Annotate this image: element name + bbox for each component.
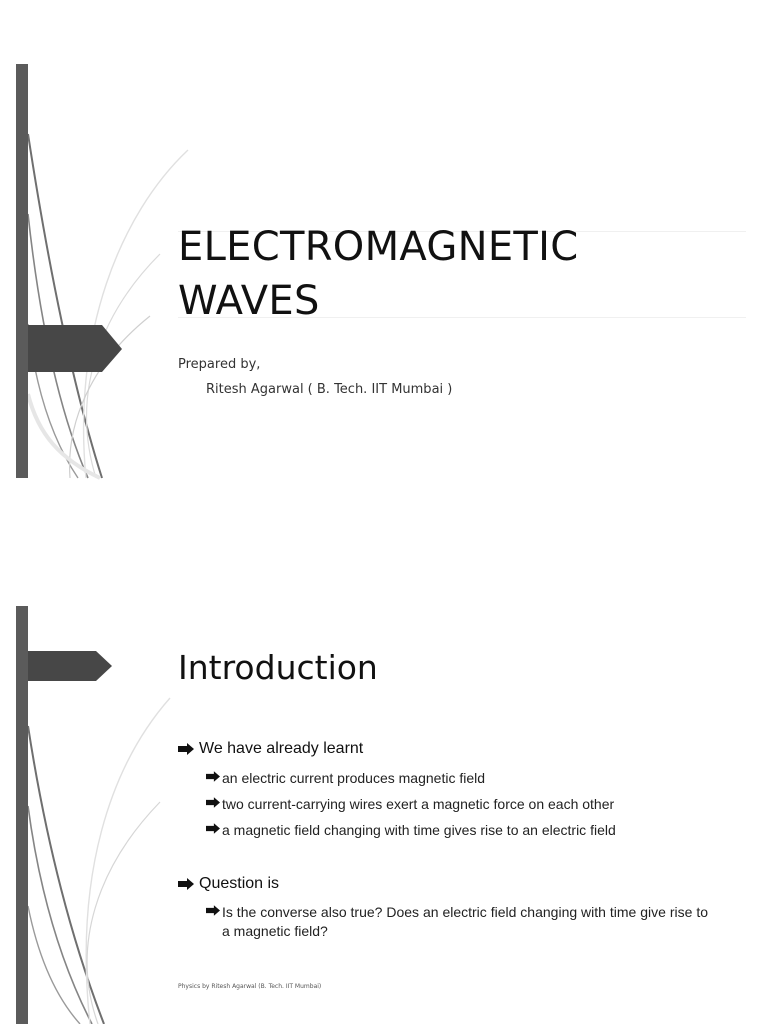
bullet-item-text: Is the converse also true? Does an electric field changing with time give rise to a magnetic field?	[222, 904, 708, 939]
bullet-item-text: a magnetic field changing with time gives rise to an electric field	[222, 822, 616, 838]
slide-title: Introduction	[178, 648, 378, 687]
arrow-bullet-icon	[206, 797, 220, 808]
decorative-curves	[0, 64, 200, 480]
slide-footer: Physics by Ritesh Agarwal (B. Tech. IIT Mumbai)	[178, 983, 322, 990]
arrow-bullet-icon	[206, 771, 220, 782]
bullet-item	[178, 769, 708, 788]
bullet-item	[178, 821, 708, 840]
bullet-item	[178, 903, 708, 941]
decorative-curves	[0, 606, 200, 1024]
bullet-heading-text: We have already learnt	[199, 740, 364, 757]
arrow-bullet-icon	[206, 905, 220, 916]
bullet-item-text: two current-carrying wires exert a magnetic force on each other	[222, 796, 615, 812]
slide-tag-shape	[16, 325, 122, 372]
arrow-bullet-icon	[178, 743, 194, 755]
bullet-section	[178, 873, 708, 941]
arrow-bullet-icon	[178, 878, 194, 890]
prepared-by-label: Prepared by,	[178, 357, 261, 372]
bullet-item	[178, 795, 708, 814]
bullet-section	[178, 738, 708, 840]
bullet-heading	[178, 738, 708, 760]
slide-title-line: ELECTROMAGNETIC	[178, 224, 579, 270]
slide-title-line: WAVES	[178, 278, 320, 324]
bullet-heading	[178, 873, 708, 895]
bullet-item-text: an electric current produces magnetic field	[222, 770, 486, 786]
slide-tag-shape	[16, 651, 112, 681]
slide-title	[178, 220, 579, 328]
author-name: Ritesh Agarwal ( B. Tech. IIT Mumbai )	[206, 382, 453, 397]
bullet-heading-text: Question is	[199, 875, 280, 892]
sidebar-bar	[16, 606, 28, 1024]
introduction-slide	[0, 606, 768, 1024]
title-slide	[0, 64, 768, 480]
arrow-bullet-icon	[206, 823, 220, 834]
sidebar-bar	[16, 64, 28, 478]
